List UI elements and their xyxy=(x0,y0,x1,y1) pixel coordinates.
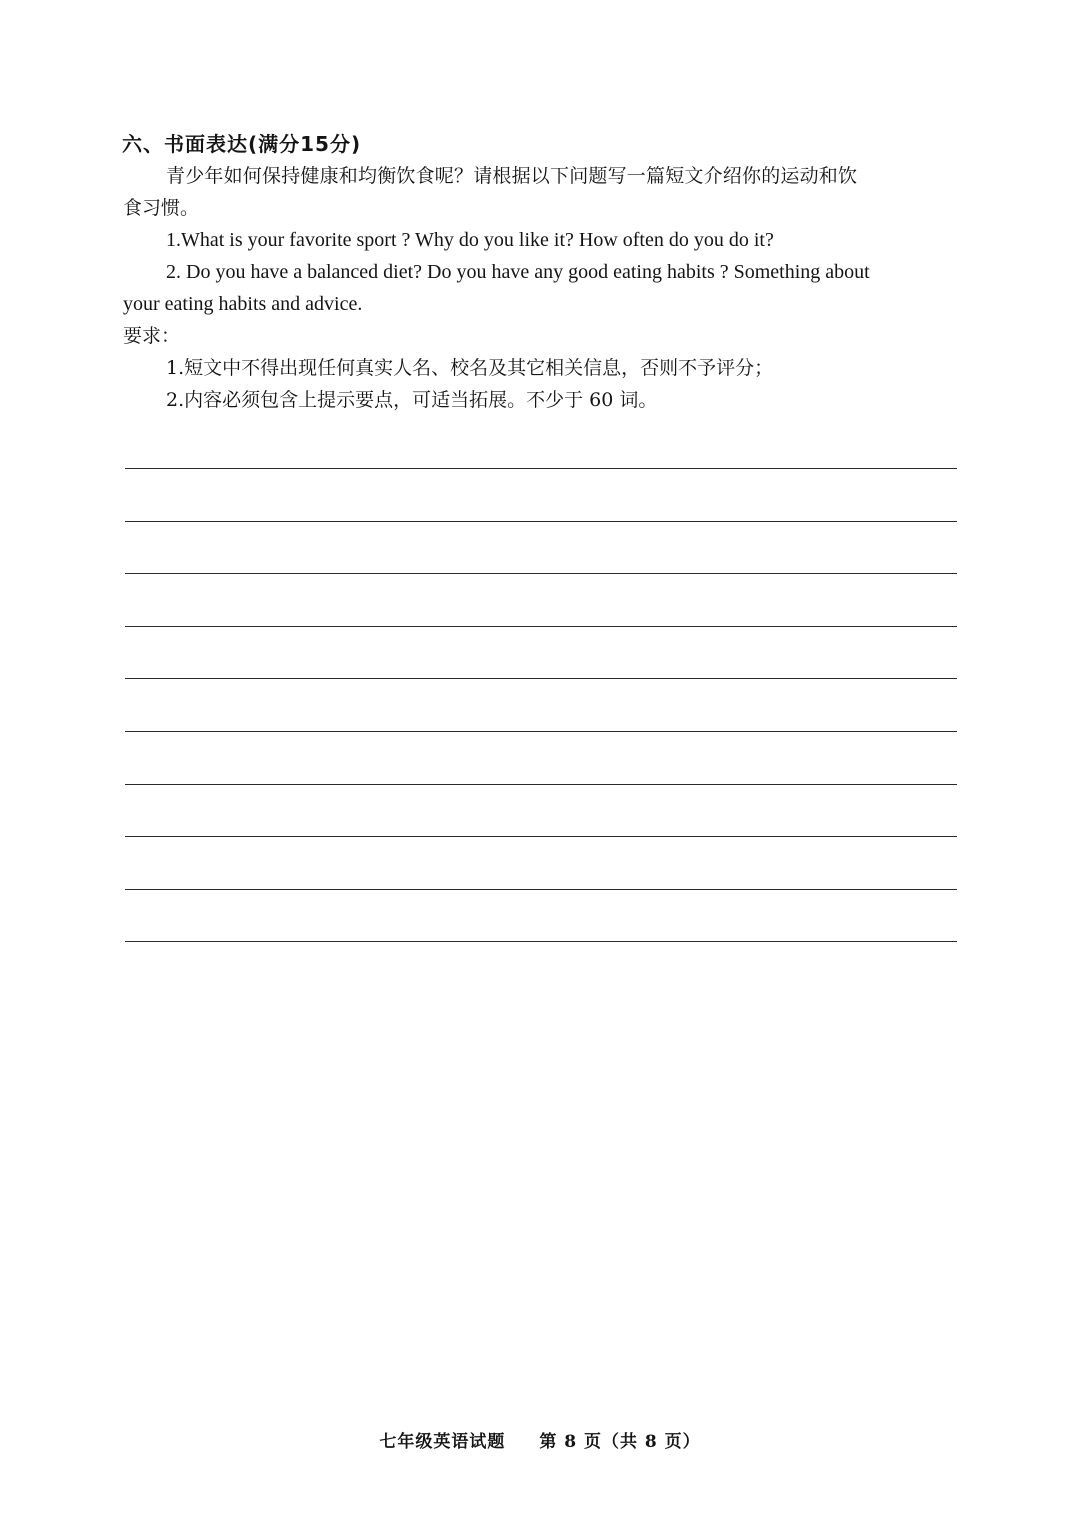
answer-line[interactable] xyxy=(125,889,957,891)
question-2-line-2: your eating habits and advice. xyxy=(123,293,363,315)
answer-lines-area[interactable] xyxy=(125,468,957,994)
answer-line[interactable] xyxy=(125,678,957,680)
answer-line[interactable] xyxy=(125,941,957,943)
requirements-heading: 要求： xyxy=(123,325,181,347)
section-heading: 六、书面表达(满分15分) xyxy=(122,132,362,156)
answer-line[interactable] xyxy=(125,573,957,575)
answer-line[interactable] xyxy=(125,626,957,628)
requirement-item-2: 2.内容必须包含上提示要点，可适当拓展。不少于 60 词。 xyxy=(166,389,658,411)
requirement-item-1: 1.短文中不得出现任何真实人名、校名及其它相关信息，否则不予评分； xyxy=(166,357,774,379)
answer-line[interactable] xyxy=(125,784,957,786)
footer-subject: 七年级英语试题 xyxy=(379,1432,506,1452)
answer-line[interactable] xyxy=(125,468,957,470)
answer-line[interactable] xyxy=(125,836,957,838)
answer-line[interactable] xyxy=(125,731,957,733)
question-2-line-1: 2. Do you have a balanced diet? Do you have any good eating habits ? Something about xyxy=(166,261,870,283)
prompt-intro-line-2: 食习惯。 xyxy=(123,197,200,219)
question-1: 1.What is your favorite sport ? Why do you like it? How often do you do it? xyxy=(166,229,774,251)
footer-page-number: 第 8 页（共 8 页） xyxy=(539,1432,701,1452)
page-footer xyxy=(0,1427,1080,1452)
prompt-intro-line-1: 青少年如何保持健康和均衡饮食呢？请根据以下问题写一篇短文介绍你的运动和饮 xyxy=(166,165,858,187)
answer-line[interactable] xyxy=(125,521,957,523)
